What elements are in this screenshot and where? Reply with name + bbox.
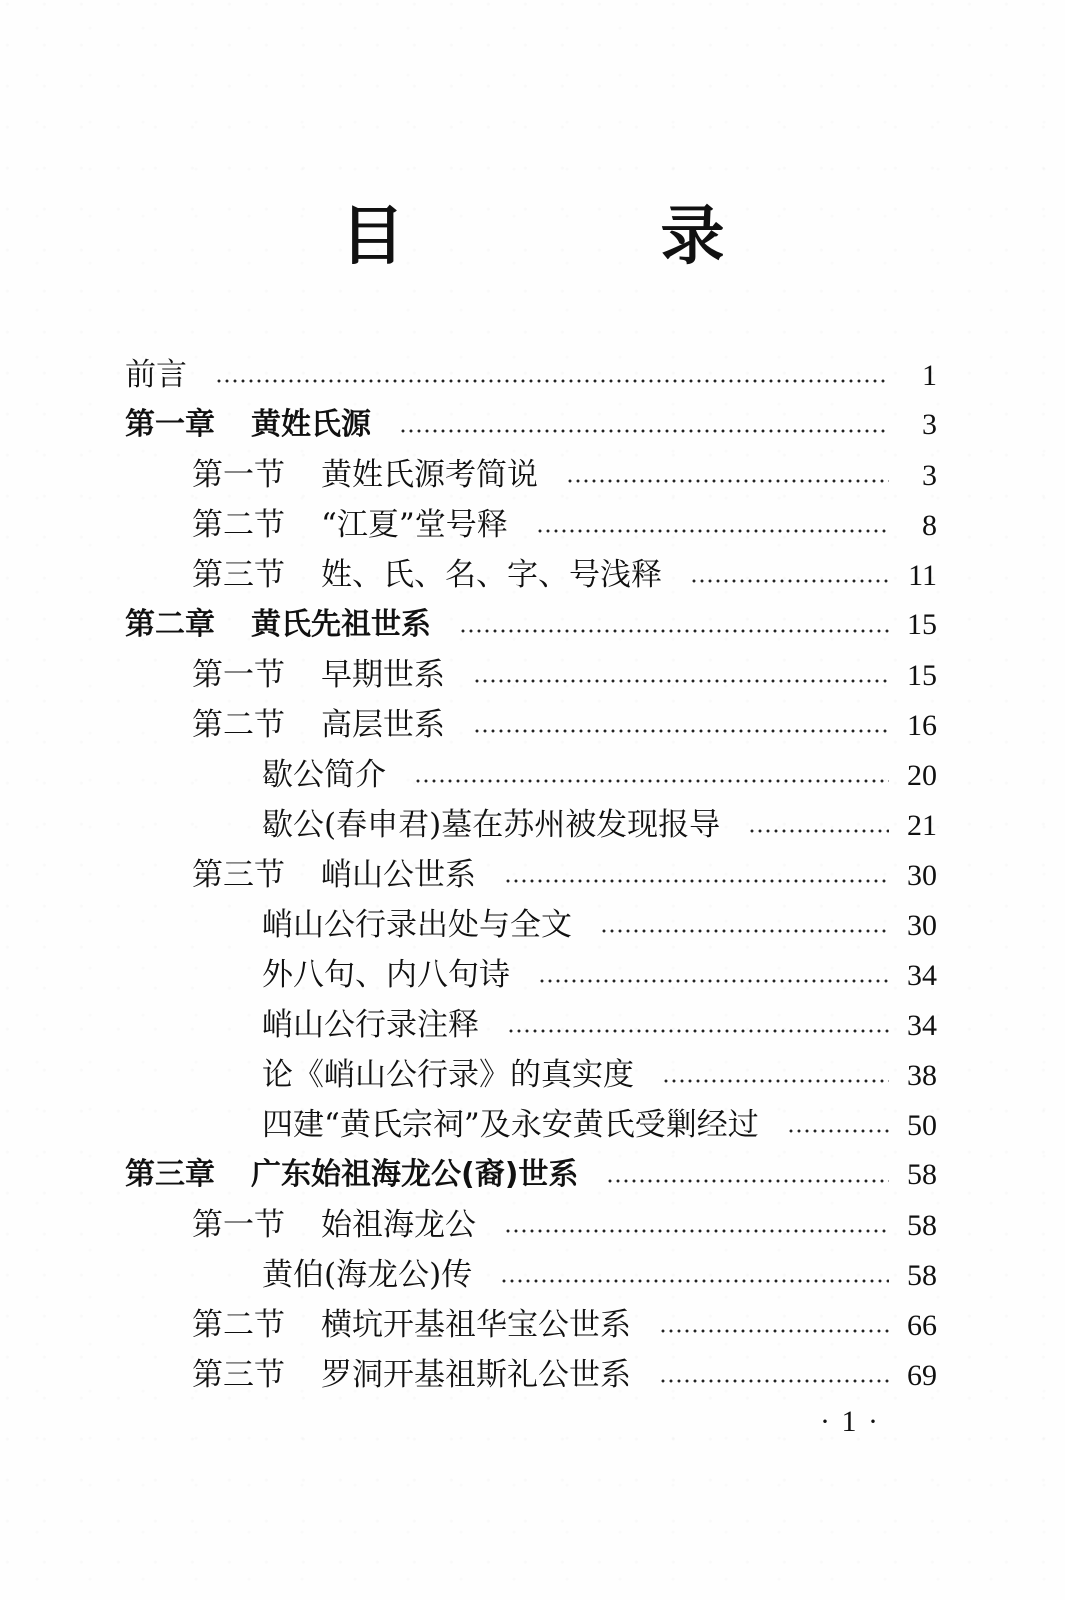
dot-leader: [606, 1178, 889, 1184]
toc-entry-label: 第三章: [125, 1157, 215, 1192]
toc-entry-title: 黄姓氏源: [251, 407, 371, 442]
toc-page-number: 58: [907, 1209, 937, 1242]
toc-entry-title: 黄伯(海龙公)传: [262, 1257, 473, 1293]
toc-entry-title: 歇公(春申君)墓在苏州被发现报导: [262, 807, 721, 843]
page-title: 目 录: [340, 200, 821, 274]
dot-leader: [473, 678, 889, 684]
dot-leader: [507, 1028, 889, 1034]
dot-leader: [414, 778, 889, 784]
dot-leader: [659, 1328, 889, 1334]
toc-entry-title: 峭山公世系: [321, 857, 476, 893]
toc-page-number: 3: [922, 459, 937, 492]
toc-entry: [0, 1050, 1065, 1100]
toc-entry-title: 峭山公行录出处与全文: [262, 907, 572, 943]
toc-entry-title: 峭山公行录注释: [262, 1007, 479, 1043]
toc-chapter-entry: [0, 1150, 1065, 1200]
toc-page-number: 30: [907, 859, 937, 892]
dot-leader: [690, 578, 889, 584]
toc-section-entry: [0, 1200, 1065, 1250]
toc-section-entry: [0, 1300, 1065, 1350]
toc-page-number: 58: [907, 1158, 937, 1191]
dot-leader: [748, 828, 889, 834]
toc-page-number: 20: [907, 759, 937, 792]
toc-page-number: 30: [907, 909, 937, 942]
toc-section-entry: [0, 450, 1065, 500]
toc-entry-title: 横坑开基祖华宝公世系: [321, 1307, 631, 1343]
toc-page-number: 38: [907, 1059, 937, 1092]
toc-entry: [0, 950, 1065, 1000]
toc-entry-label: 第二节: [192, 1307, 285, 1343]
toc-entry-label: 第二节: [192, 707, 285, 743]
toc-entry-title: 姓、氏、名、字、号浅释: [321, 557, 662, 593]
toc-section-entry: [0, 650, 1065, 700]
toc-entry: [0, 1000, 1065, 1050]
dot-leader: [215, 378, 889, 384]
toc-entry: [0, 350, 1065, 400]
toc-page-number: 1: [922, 359, 937, 392]
table-of-contents: [0, 350, 1065, 1400]
toc-entry: [0, 900, 1065, 950]
dot-leader: [399, 428, 889, 434]
toc-page-number: 34: [907, 1009, 937, 1042]
dot-leader: [459, 628, 889, 634]
toc-entry-title: 四建“黄氏宗祠”及永安黄氏受剿经过: [262, 1107, 759, 1143]
dot-leader: [566, 478, 889, 484]
toc-entry-title: 始祖海龙公: [321, 1207, 476, 1243]
toc-section-entry: [0, 1350, 1065, 1400]
toc-entry-label: 第二章: [125, 607, 215, 642]
toc-entry-label: 第一章: [125, 407, 215, 442]
toc-page-number: 3: [922, 408, 937, 441]
toc-page-number: 69: [907, 1359, 937, 1392]
toc-section-entry: [0, 500, 1065, 550]
toc-page-number: 11: [908, 559, 937, 592]
toc-section-entry: [0, 700, 1065, 750]
toc-page-number: 21: [907, 809, 937, 842]
dot-leader: [659, 1378, 889, 1384]
toc-entry-label: 第三节: [192, 557, 285, 593]
toc-page-number: 66: [907, 1309, 937, 1342]
toc-page-number: 8: [922, 509, 937, 542]
toc-page-number: 15: [907, 608, 937, 641]
toc-entry-title: 罗洞开基祖斯礼公世系: [321, 1357, 631, 1393]
toc-page-number: 16: [907, 709, 937, 742]
toc-entry-title: 论《峭山公行录》的真实度: [262, 1057, 634, 1093]
toc-entry-title: 高层世系: [321, 707, 445, 743]
toc-entry-title: 黄姓氏源考简说: [321, 457, 538, 493]
toc-entry-label: 第一节: [192, 457, 285, 493]
toc-chapter-entry: [0, 400, 1065, 450]
toc-entry-label: 第一节: [192, 1207, 285, 1243]
toc-page-number: 34: [907, 959, 937, 992]
toc-entry: [0, 1100, 1065, 1150]
page-folio: · 1 ·: [820, 1405, 880, 1438]
toc-entry-title: 黄氏先祖世系: [251, 607, 431, 642]
toc-section-entry: [0, 850, 1065, 900]
toc-page-number: 50: [907, 1109, 937, 1142]
toc-entry-title: 前言: [125, 357, 187, 393]
dot-leader: [473, 728, 889, 734]
dot-leader: [504, 1228, 889, 1234]
toc-page-number: 58: [907, 1259, 937, 1292]
toc-entry-label: 第二节: [192, 507, 285, 543]
toc-entry-title: 早期世系: [321, 657, 445, 693]
dot-leader: [538, 978, 889, 984]
dot-leader: [504, 878, 889, 884]
toc-entry: [0, 750, 1065, 800]
toc-entry-title: 外八句、内八句诗: [262, 957, 510, 993]
toc-entry-label: 第一节: [192, 657, 285, 693]
toc-entry: [0, 800, 1065, 850]
dot-leader: [600, 928, 889, 934]
toc-chapter-entry: [0, 600, 1065, 650]
dot-leader: [662, 1078, 889, 1084]
dot-leader: [500, 1278, 889, 1284]
toc-entry-label: 第三节: [192, 857, 285, 893]
dot-leader: [787, 1128, 889, 1134]
toc-entry-title: 广东始祖海龙公(裔)世系: [251, 1157, 579, 1192]
dot-leader: [536, 528, 889, 534]
toc-page-number: 15: [907, 659, 937, 692]
toc-section-entry: [0, 550, 1065, 600]
toc-entry-title: 歇公简介: [262, 757, 386, 793]
toc-entry-label: 第三节: [192, 1357, 285, 1393]
toc-entry-title: “江夏”堂号释: [321, 507, 508, 543]
toc-entry: [0, 1250, 1065, 1300]
